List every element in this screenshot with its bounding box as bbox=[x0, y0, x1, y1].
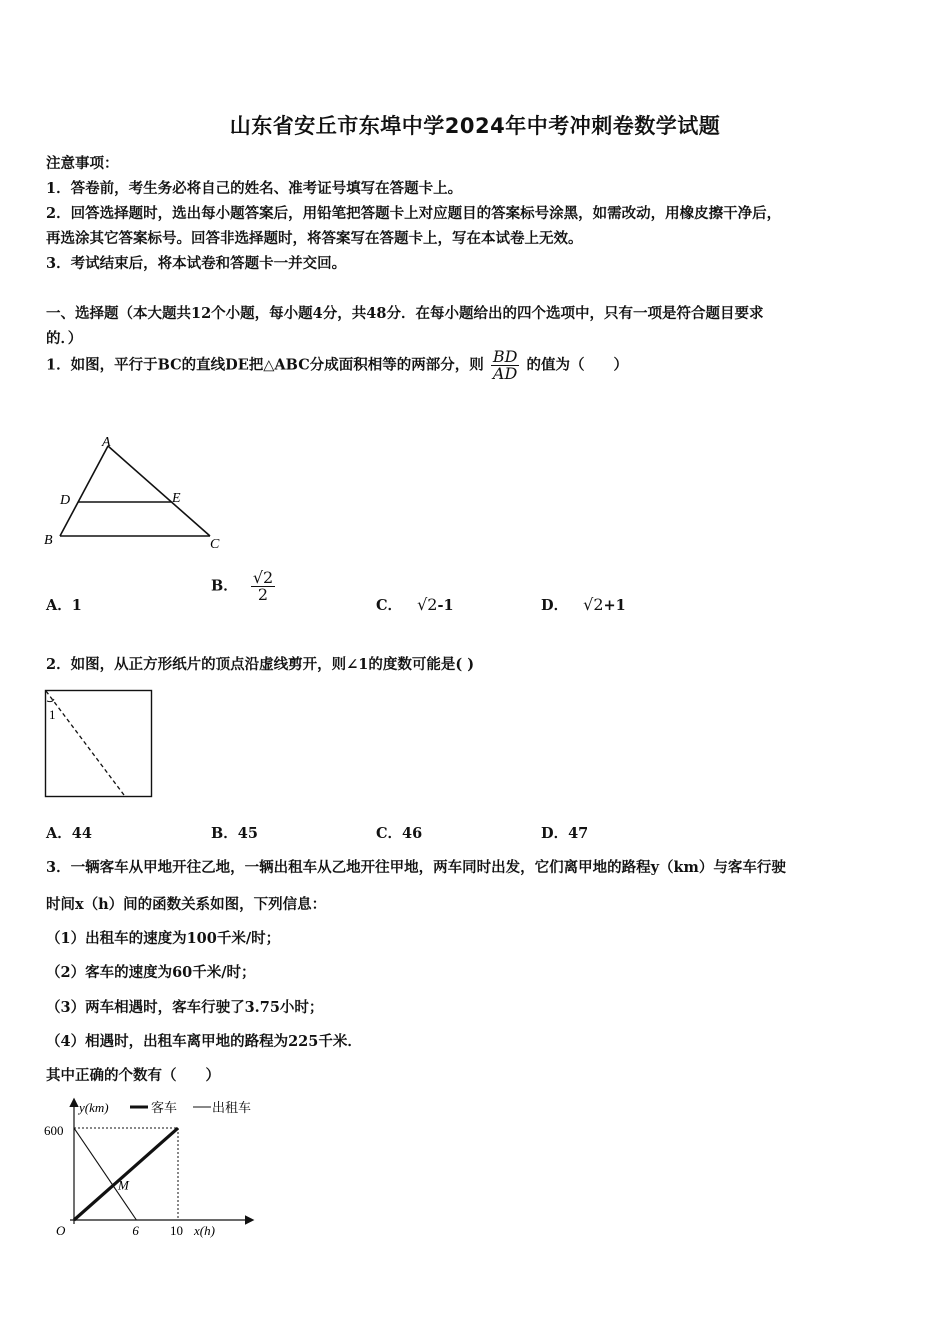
option-label: D． bbox=[541, 597, 569, 614]
fraction-denominator: AD bbox=[492, 364, 518, 383]
y-tick-label: 600 bbox=[44, 1123, 64, 1138]
label-d: D bbox=[60, 493, 71, 508]
fraction-denominator: 2 bbox=[257, 585, 269, 604]
question-3-line2: 时间x（h）间的函数关系如图，下列信息： bbox=[46, 896, 327, 913]
option-value: 46 bbox=[402, 825, 423, 842]
sqrt-value: √2 bbox=[417, 595, 438, 614]
question-1-stem-end: 的值为（ ） bbox=[526, 356, 628, 374]
label-a: A bbox=[102, 435, 111, 450]
x-tick-label: 6 bbox=[132, 1223, 139, 1238]
option-label: A． bbox=[46, 597, 72, 614]
question-1-stem: 1．如图，平行于BC的直线DE把△ABC分成面积相等的两部分，则 bbox=[46, 356, 484, 374]
fraction-numerator: BD bbox=[492, 347, 518, 366]
notice-item: 2．回答选择题时，选出每小题答案后，用铅笔把答题卡上对应题目的答案标号涂黑，如需改动，用橡皮擦干净后， bbox=[46, 205, 782, 222]
option-label: B． bbox=[211, 577, 238, 595]
notice-item: 1．答卷前，考生务必将自己的姓名、准考证号填写在答题卡上。 bbox=[46, 180, 463, 197]
cut-line bbox=[46, 691, 124, 795]
sqrt-value: √2 bbox=[583, 595, 604, 614]
section-heading-line2: 的．） bbox=[46, 330, 83, 347]
option-value: 45 bbox=[237, 825, 258, 842]
option-label: C． bbox=[376, 825, 403, 842]
origin-label: O bbox=[56, 1223, 66, 1238]
x-axis-label: x(h) bbox=[194, 1223, 215, 1238]
label-c: C bbox=[210, 537, 220, 552]
option-label: B． bbox=[211, 825, 238, 842]
square-paper bbox=[46, 691, 152, 797]
question-1-text bbox=[46, 349, 628, 382]
option-label: A． bbox=[46, 825, 72, 842]
fraction-numerator: √2 bbox=[252, 568, 274, 587]
page-title: 山东省安丘市东埠中学2024年中考冲刺卷数学试题 bbox=[229, 114, 721, 138]
option-value: -1 bbox=[437, 597, 454, 614]
option-value: 44 bbox=[71, 825, 92, 842]
question-3-item: （1）出租车的速度为100千米/时； bbox=[46, 930, 281, 947]
notice-heading: 注意事项： bbox=[46, 155, 119, 172]
q2-option-d[interactable] bbox=[541, 822, 588, 843]
question-3-item: （2）客车的速度为60千米/时； bbox=[46, 964, 256, 981]
notice-item: 3．考试结束后，将本试卷和答题卡一并交回。 bbox=[46, 255, 347, 272]
label-b: B bbox=[44, 533, 53, 548]
x-tick-label: 10 bbox=[170, 1223, 183, 1238]
legend-label-taxi: 出租车 bbox=[212, 1100, 252, 1115]
intersection-label: M bbox=[118, 1177, 129, 1193]
option-value: +1 bbox=[603, 597, 626, 614]
q1-option-a[interactable] bbox=[46, 594, 82, 615]
q2-option-a[interactable] bbox=[46, 822, 92, 843]
option-label: D． bbox=[541, 825, 569, 842]
q1-option-d[interactable] bbox=[541, 594, 626, 615]
q1-option-b[interactable] bbox=[211, 570, 275, 603]
question-3-line1: 3．一辆客车从甲地开往乙地，一辆出租车从乙地开往甲地，两车同时出发，它们离甲地的路程y（km）与客车行驶 bbox=[46, 859, 786, 876]
option-label: C． bbox=[376, 597, 403, 614]
option-fraction bbox=[251, 570, 275, 603]
label-e: E bbox=[172, 491, 181, 506]
square-figure bbox=[44, 689, 156, 801]
angle-label: 1 bbox=[49, 707, 56, 722]
y-axis-label: y(km) bbox=[79, 1100, 109, 1115]
notice-item: 再选涂其它答案标号。回答非选择题时，将答案写在答题卡上，写在本试卷上无效。 bbox=[46, 230, 583, 247]
question-3-item: （3）两车相遇时，客车行驶了3.75小时； bbox=[46, 999, 324, 1016]
section-heading-line1: 一、选择题（本大题共12个小题，每小题4分，共48分．在每小题给出的四个选项中，只有一项是符合题目要求 bbox=[46, 305, 764, 322]
distance-time-chart bbox=[40, 1092, 270, 1240]
q2-option-b[interactable] bbox=[211, 822, 258, 843]
series-line-bus bbox=[74, 1128, 178, 1220]
question-1-fraction bbox=[491, 349, 520, 382]
q1-option-c[interactable] bbox=[376, 594, 454, 615]
legend-label-bus: 客车 bbox=[151, 1100, 178, 1115]
triangle-figure bbox=[40, 432, 230, 557]
q2-option-c[interactable] bbox=[376, 822, 422, 843]
question-3-ask: 其中正确的个数有（ ） bbox=[46, 1067, 220, 1084]
question-3-item: （4）相遇时，出租车离甲地的路程为225千米． bbox=[46, 1033, 362, 1050]
option-value: 1 bbox=[71, 597, 82, 614]
option-value: 47 bbox=[568, 825, 589, 842]
side-ab bbox=[60, 446, 108, 536]
side-ac bbox=[108, 446, 210, 536]
question-2-text: 2．如图，从正方形纸片的顶点沿虚线剪开，则∠1的度数可能是( ) bbox=[46, 656, 475, 673]
